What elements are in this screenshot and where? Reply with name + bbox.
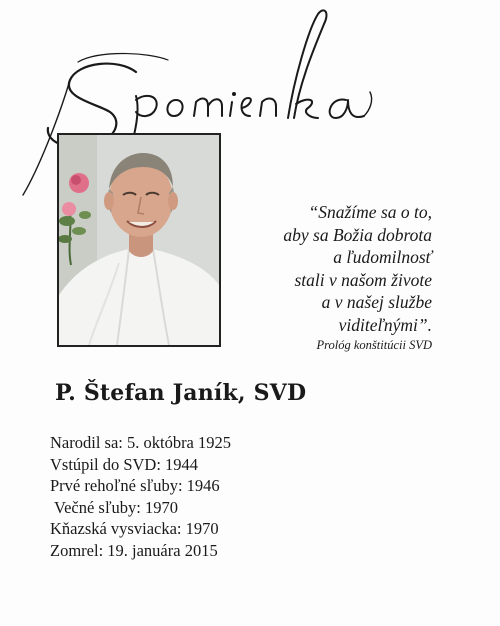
fact-ordination: Kňazská vysviacka: 1970 — [50, 519, 219, 538]
fact-death: Zomrel: 19. januára 2015 — [50, 540, 218, 560]
quote — [236, 201, 432, 336]
fact-first-vows: Prvé rehoľné sľuby: 1946 — [50, 476, 220, 495]
portrait-photo — [57, 133, 221, 347]
quote-line: stali v našom živote — [294, 269, 432, 290]
quote-line: “Snažíme sa o to, — [308, 202, 432, 222]
quote-line: a ľudomilnosť — [333, 247, 432, 267]
fact-birth: Narodil sa: 5. októbra 1925 — [50, 433, 232, 452]
fact-perpetual-vows: Večné sľuby: 1970 — [54, 497, 179, 517]
quote-line: a v našej službe — [321, 292, 432, 312]
person-name: P. Štefan Janík, SVD — [55, 380, 307, 406]
fact-entry-svd: Vstúpil do SVD: 1944 — [50, 454, 199, 474]
quote-line: aby sa Božia dobrota — [283, 224, 432, 245]
biography-facts — [50, 432, 350, 561]
quote-source: Prológ konštitúcii SVD — [316, 338, 432, 352]
quote-line: viditeľnými”. — [338, 314, 432, 335]
